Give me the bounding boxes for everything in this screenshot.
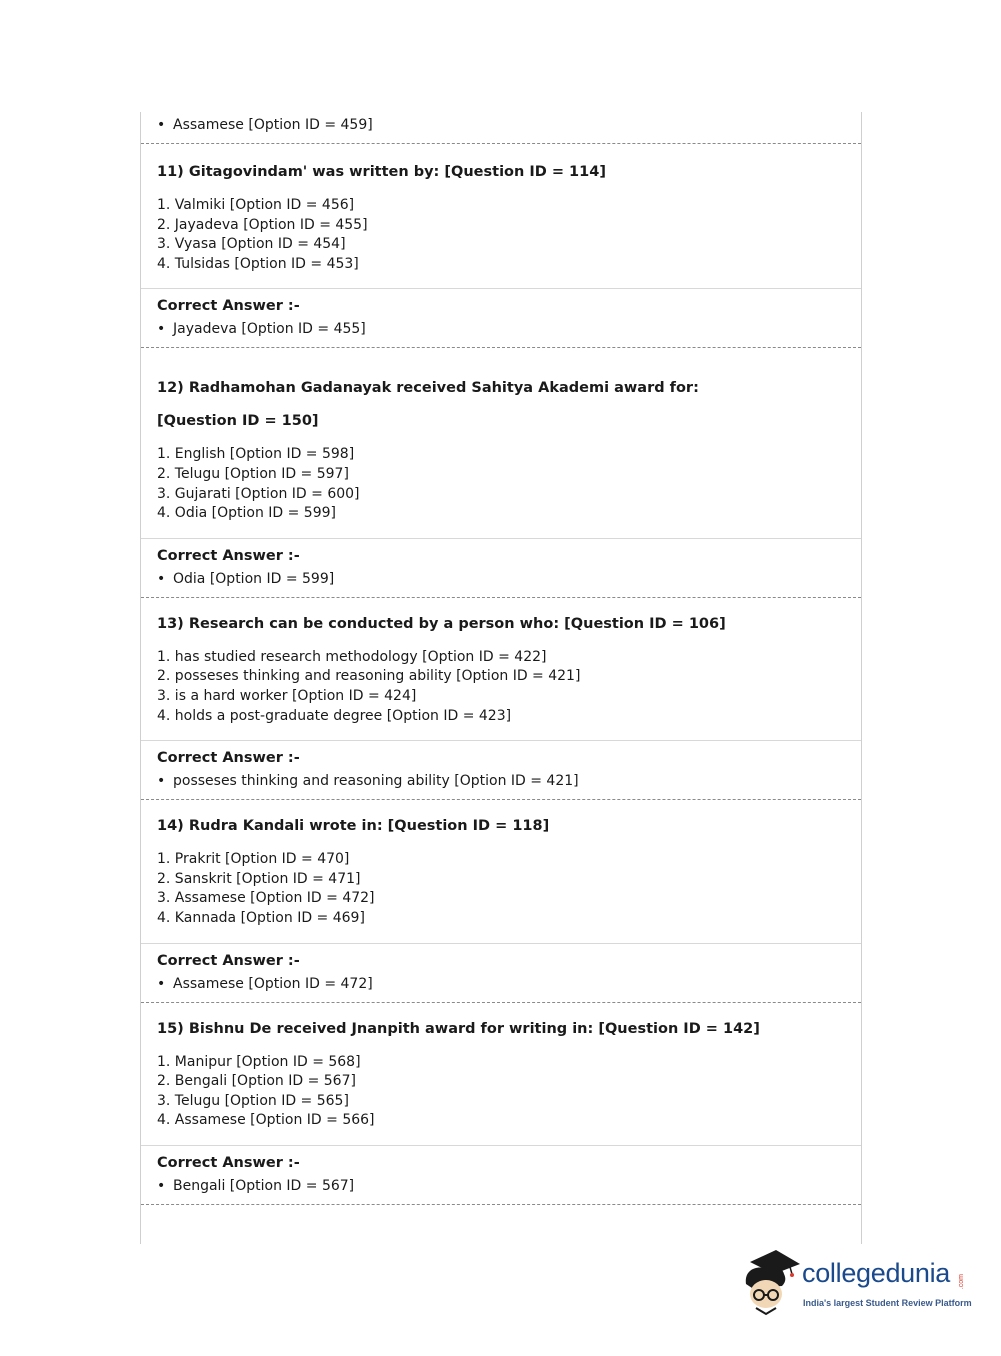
option-item: 4. Odia [Option ID = 599]: [157, 505, 336, 522]
document-content: [141, 112, 861, 1205]
option-item: 2. Jayadeva [Option ID = 455]: [157, 216, 368, 233]
option-item: 2. Sanskrit [Option ID = 471]: [157, 870, 361, 887]
option-item: 1. Prakrit [Option ID = 470]: [157, 851, 350, 868]
question-13: [141, 598, 861, 800]
mascot-icon: [742, 1248, 802, 1318]
question-15: [141, 1003, 861, 1205]
option-item: 3. Assamese [Option ID = 472]: [157, 890, 375, 907]
question-id: [Question ID = 150]: [157, 413, 319, 430]
correct-answer: • Bengali [Option ID = 567]: [157, 1177, 355, 1194]
question-title: 11) Gitagovindam' was written by: [Question ID = 114]: [157, 164, 606, 180]
logo-tagline: India's largest Student Review Platform: [803, 1298, 972, 1308]
option-item: 4. Tulsidas [Option ID = 453]: [157, 255, 359, 272]
option-item: 3. Telugu [Option ID = 565]: [157, 1092, 349, 1109]
question-title: 15) Bishnu De received Jnanpith award for writing in: [Question ID = 142]: [157, 1020, 760, 1037]
option-item: 4. Kannada [Option ID = 469]: [157, 909, 365, 926]
correct-answer-label: Correct Answer :-: [157, 298, 300, 315]
bullet-icon: •: [157, 321, 166, 338]
option-list: [157, 445, 861, 523]
correct-answer: • posseses thinking and reasoning ability [Option ID = 421]: [157, 773, 579, 790]
previous-answer: [141, 115, 861, 135]
question-divider: [141, 1204, 861, 1205]
option-item: 4. Assamese [Option ID = 566]: [157, 1112, 375, 1129]
question-11: [141, 144, 861, 348]
question-title: 12) Radhamohan Gadanayak received Sahitya Akademi award for:: [157, 380, 699, 397]
correct-answer-label: Correct Answer :-: [157, 952, 300, 969]
option-list: [157, 648, 861, 726]
correct-answer-label: Correct Answer :-: [157, 750, 300, 767]
option-item: 3. Gujarati [Option ID = 600]: [157, 485, 360, 502]
correct-answer: • Jayadeva [Option ID = 455]: [157, 321, 366, 338]
bullet-icon: •: [157, 975, 166, 992]
question-title: 13) Research can be conducted by a person who: [Question ID = 106]: [157, 615, 726, 632]
option-item: 4. holds a post-graduate degree [Option ID = 423]: [157, 707, 512, 724]
option-item: 3. Vyasa [Option ID = 454]: [157, 236, 346, 253]
logo-wordmark: collegedunia: [802, 1258, 951, 1288]
option-list: [157, 196, 861, 274]
question-title: 14) Rudra Kandali wrote in: [Question ID = 118]: [157, 818, 550, 835]
option-item: 2. posseses thinking and reasoning ability [Option ID = 421]: [157, 668, 581, 685]
logo-suffix: .com: [958, 1274, 965, 1290]
option-item: 1. English [Option ID = 598]: [157, 446, 355, 463]
correct-answer: • Odia [Option ID = 599]: [157, 570, 335, 587]
bullet-icon: •: [157, 117, 166, 133]
bullet-icon: •: [157, 1177, 166, 1194]
option-item: 1. Valmiki [Option ID = 456]: [157, 197, 355, 213]
option-item: 1. has studied research methodology [Option ID = 422]: [157, 648, 547, 665]
option-item: 2. Telugu [Option ID = 597]: [157, 465, 349, 482]
correct-answer-label: Correct Answer :-: [157, 1154, 300, 1171]
answer-item: • Assamese [Option ID = 459]: [157, 117, 373, 133]
collegedunia-logo[interactable]: [742, 1248, 972, 1318]
option-item: 3. is a hard worker [Option ID = 424]: [157, 687, 417, 704]
correct-answer: • Assamese [Option ID = 472]: [157, 975, 373, 992]
bullet-icon: •: [157, 773, 166, 790]
option-list: [157, 850, 861, 928]
option-item: 2. Bengali [Option ID = 567]: [157, 1073, 356, 1090]
correct-answer-label: Correct Answer :-: [157, 547, 300, 564]
option-item: 1. Manipur [Option ID = 568]: [157, 1053, 361, 1070]
question-14: [141, 800, 861, 1002]
bullet-icon: •: [157, 570, 166, 587]
option-list: [157, 1053, 861, 1131]
question-12: [141, 348, 861, 597]
